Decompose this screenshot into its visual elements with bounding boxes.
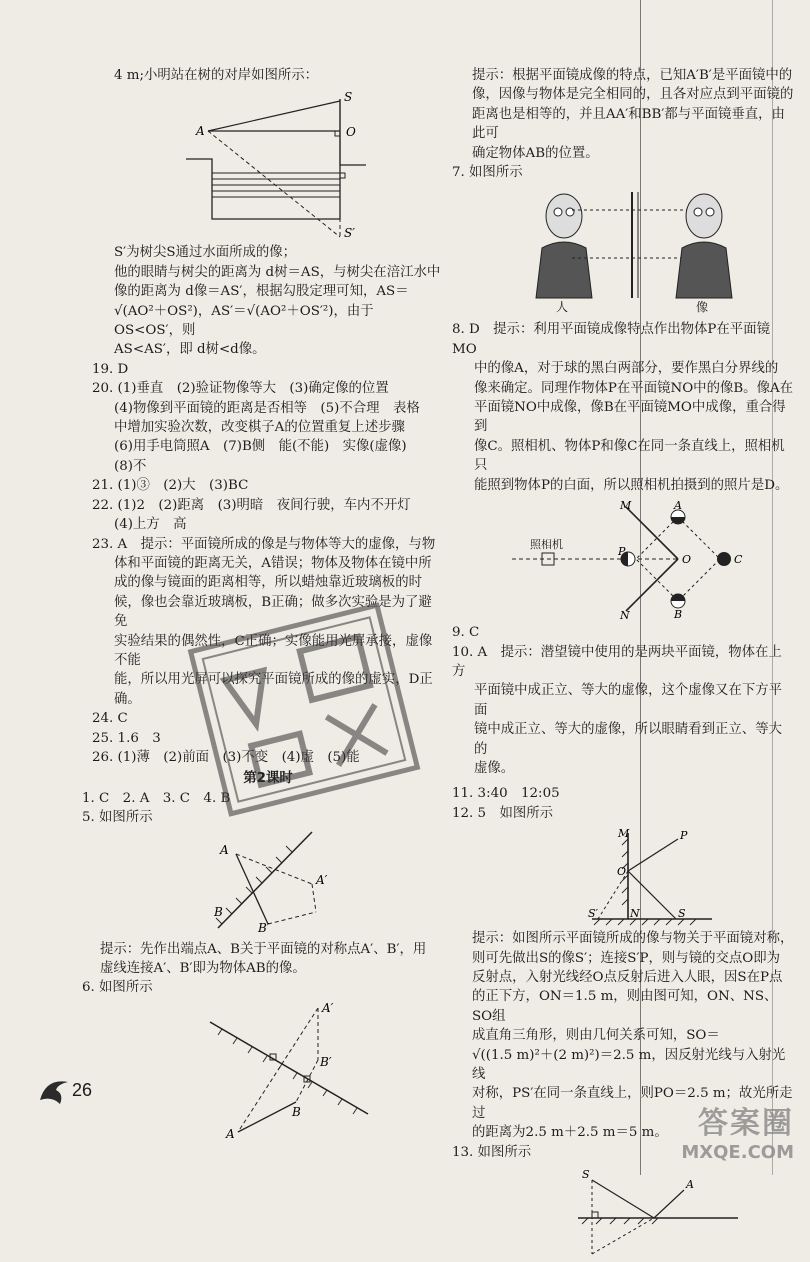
text-line: 体和平面镜的距离无关，A错误；物体及物体在镜中所 (114, 555, 432, 571)
answer-9: 9. C (452, 625, 480, 641)
hint-12: 提示：如图所示平面镜所成的像与物关于平面镜对称， (472, 931, 794, 947)
answer-6: 6. 如图所示 (82, 980, 153, 996)
answer-21: 21. (1)③ (2)大 (3)BC (92, 478, 249, 494)
text-line: 镜中成正立、等大的虚像，所以眼睛看到正立、等大的 (474, 722, 782, 757)
answer-13: 13. 如图所示 (452, 1144, 532, 1160)
hint-6: 提示：根据平面镜成像的特点，已知A′B′是平面镜中的 (472, 68, 793, 83)
text-line: 4 m;小明站在树的对岸如图所示： (114, 68, 319, 83)
svg-text:B: B (674, 608, 683, 622)
text-line: (8)不 (114, 458, 147, 474)
answer-7: 7. 如图所示 (452, 165, 523, 181)
hint-5: 提示：先作出端点A、B关于平面镜的对称点A′、B′，用 (100, 941, 427, 957)
svg-text:O: O (682, 553, 692, 567)
text-line: 确定物体AB的位置。 (472, 145, 599, 161)
mirror-a-prime-diagram (92, 1002, 444, 1142)
answer-5: 5. 如图所示 (82, 810, 153, 826)
mirror-s-a-diagram (452, 1166, 794, 1256)
text-line: 平面镜中成正立、等大的虚像，这个虚像又在下方平面 (474, 683, 782, 718)
text-line: 中增加实验次数，改变棋子A的位置重复上述步骤 (114, 420, 405, 436)
left-column (82, 66, 444, 1146)
label-a: A (196, 124, 205, 139)
figure-5-mirror (92, 832, 444, 936)
svg-text:B: B (292, 1104, 301, 1119)
mirror-ab-diagram (92, 832, 444, 936)
answer-20: 20. (1)垂直 (2)验证物像等大 (3)确定像的位置 (92, 381, 389, 397)
svg-text:S: S (678, 907, 686, 921)
svg-text:P: P (680, 829, 688, 843)
text-line: 能照到物体P的白面，所以照相机拍摄到的照片是D。 (474, 477, 789, 493)
camera-mirrors-diagram (452, 499, 794, 623)
watermark (681, 1098, 794, 1163)
page-number-text: 26 (72, 1080, 93, 1100)
text-line: AS<AS′，即 d树<d像。 (114, 342, 266, 358)
label-camera: 照相机 (530, 538, 563, 552)
answer-23: 23. A 提示：平面镜所成的像是与物体等大的虚像，与物 (92, 536, 436, 552)
label-s-prime: S′ (344, 226, 355, 241)
section-title: 第2课时 (243, 771, 293, 787)
svg-text:M: M (618, 827, 630, 841)
svg-text:A′: A′ (316, 872, 328, 887)
figure-tree-reflection (92, 89, 444, 239)
label-image: 像 (696, 300, 709, 315)
svg-text:S′: S′ (588, 907, 599, 921)
figure-13-mirror (452, 1166, 794, 1256)
person-icon (536, 194, 592, 298)
svg-text:O: O (617, 865, 627, 879)
figure-7-person-mirror (452, 186, 794, 316)
answer-19: 19. D (92, 361, 129, 377)
svg-text:C: C (734, 553, 743, 567)
label-o: O (346, 125, 356, 140)
right-column (452, 66, 794, 1260)
answer-11: 11. 3:40 12:05 (452, 786, 560, 802)
text-line: 中的像A，对于球的黑白两部分，要作黑白分界线的 (474, 361, 779, 377)
svg-text:P: P (618, 545, 626, 559)
text-line: √((1.5 m)²＋(2 m)²)＝2.5 m，因反射光线与入射光线 (472, 1047, 786, 1082)
text-line: 像C。照相机、物体P和像C在同一条直线上，照相机只 (474, 438, 785, 474)
figure-6-mirror (92, 1002, 444, 1142)
text-line: 距离也是相等的，并且AA′和BB′都与平面镜垂直，由此可 (472, 106, 785, 142)
svg-text:B′: B′ (320, 1054, 332, 1069)
person-mirror-diagram (452, 186, 794, 298)
dolphin-logo-icon (38, 1074, 72, 1108)
text-line: 像，因像与物体是完全相同的，且各对应点到平面镜的 (472, 87, 794, 103)
page-number (60, 1080, 93, 1101)
label-person: 人 (556, 300, 569, 315)
svg-text:B: B (214, 904, 223, 919)
text-line: 的距离为2.5 m＋2.5 m＝5 m。 (472, 1125, 668, 1141)
watermark-url: MXQE.COM (681, 1142, 794, 1163)
answer-12: 12. 5 如图所示 (452, 805, 554, 821)
text-line: S′为树尖S通过水面所成的像； (114, 245, 297, 261)
svg-text:A: A (220, 842, 229, 857)
answer-25: 25. 1.6 3 (92, 730, 161, 746)
watermark-title: 答案圈 (698, 1106, 794, 1141)
text-line: 像的距离为 d像＝AS′，根据勾股定理可知，AS＝ (114, 284, 409, 300)
text-line: 实验结果的偶然性，C正确；实像能用光屏承接，虚像不能 (114, 633, 433, 668)
text-line: (6)用手电筒照A (7)B侧 能(不能) 实像(虚像) (114, 439, 407, 455)
text-line: 虚线连接A′、B′即为物体AB的像。 (100, 961, 306, 976)
answers-1-4: 1. C 2. A 3. C 4. B (82, 790, 231, 806)
text-line: 虚像。 (474, 760, 515, 776)
answer-22: 22. (1)2 (2)距离 (3)明暗 夜间行驶，车内不开灯 (92, 497, 411, 513)
text-line: 则可先做出S的像S′；连接S′P，则与镜的交点O即为 (472, 950, 781, 966)
text-line: 他的眼睛与树尖的距离为 d树＝AS，与树尖在涪江水中 (114, 264, 441, 280)
person-image-icon (676, 194, 732, 298)
figure-12-mirror-s (452, 827, 794, 925)
svg-text:M: M (620, 499, 632, 513)
svg-text:B′: B′ (258, 920, 270, 935)
answer-24: 24. C (92, 711, 128, 727)
figure-8-camera-mirrors (452, 499, 794, 623)
tree-reflection-diagram (92, 89, 444, 239)
svg-text:N: N (620, 609, 630, 623)
answer-8: 8. D 提示：利用平面镜成像特点作出物体P在平面镜MO (452, 322, 770, 357)
text-line: 能，所以用光屏可以探究平面镜所成的像的虚实，D正确。 (114, 672, 433, 707)
text-line: 像来确定。同理作物体P在平面镜NO中的像B。像A在 (474, 380, 794, 396)
text-line: 的正下方，ON＝1.5 m，则由图可知，ON、NS、SO组 (472, 989, 778, 1024)
svg-text:A: A (226, 1126, 235, 1141)
svg-text:A: A (686, 1178, 694, 1192)
answer-10: 10. A 提示：潜望镜中使用的是两块平面镜，物体在上方 (452, 644, 782, 679)
label-s: S (344, 90, 353, 105)
text-line: (4)上方 高 (114, 517, 187, 533)
svg-text:S: S (582, 1168, 590, 1182)
text-line: 成的像与镜面的距离相等，所以蜡烛靠近玻璃板的时 (114, 575, 422, 591)
text-line: √(AO²＋OS²)，AS′＝√(AO²＋OS′²)，由于 OS<OS′，则 (114, 303, 374, 339)
text-line: 候，像也会靠近玻璃板，B正确；做多次实验是为了避免 (114, 594, 432, 630)
text-line: (4)物像到平面镜的距离是否相等 (5)不合理 表格 (114, 400, 420, 416)
svg-text:A: A (674, 499, 682, 513)
svg-text:N: N (630, 907, 640, 921)
mirror-s-p-diagram (452, 827, 794, 925)
text-line: 成直角三角形，则由几何关系可知，SO＝ (472, 1028, 720, 1044)
answer-26: 26. (1)薄 (2)前面 (3)不变 (4)虚 (5)能 (92, 749, 360, 765)
svg-text:A′: A′ (322, 1000, 334, 1015)
text-line: 平面镜NO中成像，像B在平面镜MO中成像，重合得到 (474, 400, 786, 435)
text-line: 反射点，入射光线经O点反射后进入人眼，因S在P点 (472, 969, 783, 985)
text-line: 对称，PS′在同一条直线上，则PO＝2.5 m；故光所走过 (472, 1086, 793, 1121)
